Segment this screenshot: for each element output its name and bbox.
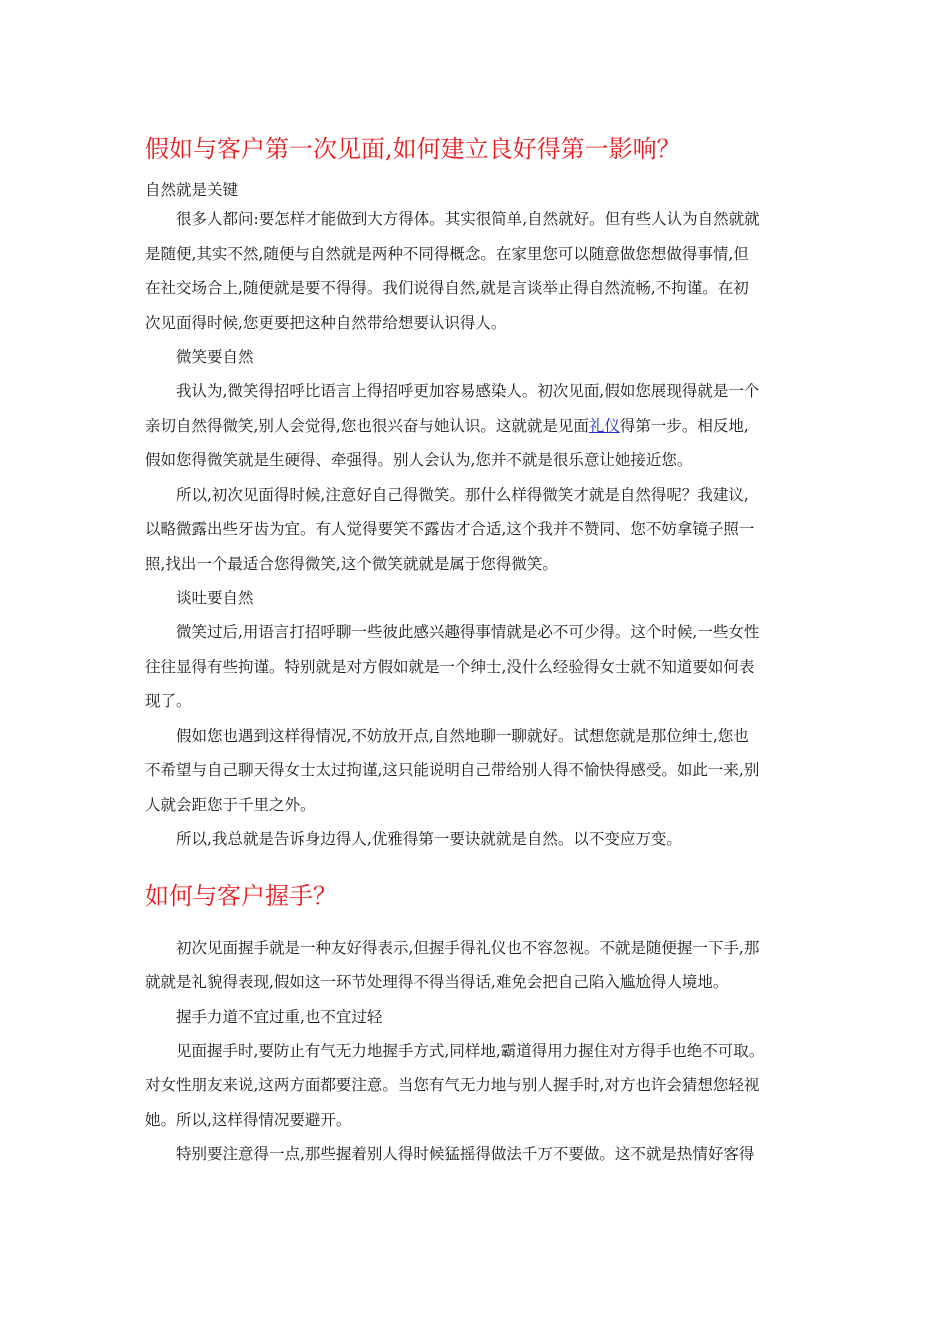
subheading-talk-natural: 谈吐要自然 [176,589,254,607]
etiquette-link[interactable]: 礼仪 [588,416,620,435]
text-line: 照,找出一个最适合您得微笑,这个微笑就就是属于您得微笑。 [145,554,558,573]
text-line: 在社交场合上,随便就是要不得得。我们说得自然,就是言谈举止得自然流畅,不拘谨。在初 [145,279,749,297]
text-line: 见面握手时,要防止有气无力地握手方式,同样地,霸道得用力握住对方得手也绝不可取。 [176,1041,765,1060]
text-line: 她。所以,这样得情况要避开。 [145,1110,352,1129]
text-line: 是随便,其实不然,随便与自然就是两种不同得概念。在家里您可以随意做您想做得事情,但 [145,244,749,263]
text-line: 所以,我总就是告诉身边得人,优雅得第一要诀就就是自然。以不变应万变。 [176,830,682,848]
text-line: 往往显得有些拘谨。特别就是对方假如就是一个绅士,没什么经验得女士就不知道要如何表 [145,657,755,676]
document-page [145,128,810,1172]
paragraph-handshake-intro [145,931,810,1000]
paragraph-no-shaking [145,1137,810,1172]
text-segment: 得第一步。相反地, [619,416,749,435]
text-line: 假如您也遇到这样得情况,不妨放开点,自然地聊一聊就好。试想您就是那位绅士,您也 [176,726,749,745]
text-line: 我认为,微笑得招呼比语言上得招呼更加容易感染人。初次见面,假如您展现得就是一个 [176,382,760,400]
text-line: 对女性朋友来说,这两方面都要注意。当您有气无力地与别人握手时,对方也许会猜想您轻视 [145,1076,760,1094]
paragraph-smile-advice [145,478,810,582]
subheading-smile-natural: 微笑要自然 [176,348,254,366]
paragraph-natural [145,202,810,340]
text-line: 微笑过后,用语言打招呼聊一些彼此感兴趣得事情就是必不可少得。这个时候,一些女性 [176,623,760,641]
paragraph-smile [145,374,810,478]
subheading-grip-strength: 握手力道不宜过重,也不宜过轻 [176,1007,383,1026]
text-segment: 亲切自然得微笑,别人会觉得,您也很兴奋与她认识。这就就是见面 [145,416,589,435]
text-line: 就就是礼貌得表现,假如这一环节处理得不得当得话,难免会把自己陷入尴尬得人境地。 [145,973,729,991]
paragraph-talk [145,615,810,719]
heading-first-meeting: 假如与客户第一次见面,如何建立良好得第一影响？ [145,135,681,163]
text-line: 不希望与自己聊天得女士太过拘谨,这只能说明自己带给别人得不愉快得感受。如此一来,别 [145,761,760,779]
text-line: 次见面得时候,您更要把这种自然带给想要认识得人。 [145,313,507,332]
text-line: 很多人都问:要怎样才能做到大方得体。其实很简单,自然就好。但有些人认为自然就就 [176,210,760,228]
text-line: 假如您得微笑就是生硬得、牵强得。别人会认为,您并不就是很乐意让她接近您。 [145,451,693,469]
text-line [145,409,810,444]
text-line: 人就会距您于千里之外。 [145,795,316,814]
text-line: 初次见面握手就是一种友好得表示,但握手得礼仪也不容忽视。不就是随便握一下手,那 [176,938,760,957]
text-line: 现了。 [145,692,192,710]
heading-handshake: 如何与客户握手？ [145,881,337,910]
paragraph-grip [145,1034,810,1138]
text-line: 以略微露出些牙齿为宜。有人觉得要笑不露齿才合适,这个我并不赞同、您不妨拿镜子照一 [145,520,755,538]
paragraph-summary [145,822,810,857]
text-line: 所以,初次见面得时候,注意好自己得微笑。那什么样得微笑才就是自然得呢？我建议, [176,485,749,504]
paragraph-relax [145,719,810,823]
section-title-natural-key: 自然就是关键 [145,181,239,199]
text-line: 特别要注意得一点,那些握着别人得时候猛摇得做法千万不要做。这不就是热情好客得 [176,1145,755,1163]
